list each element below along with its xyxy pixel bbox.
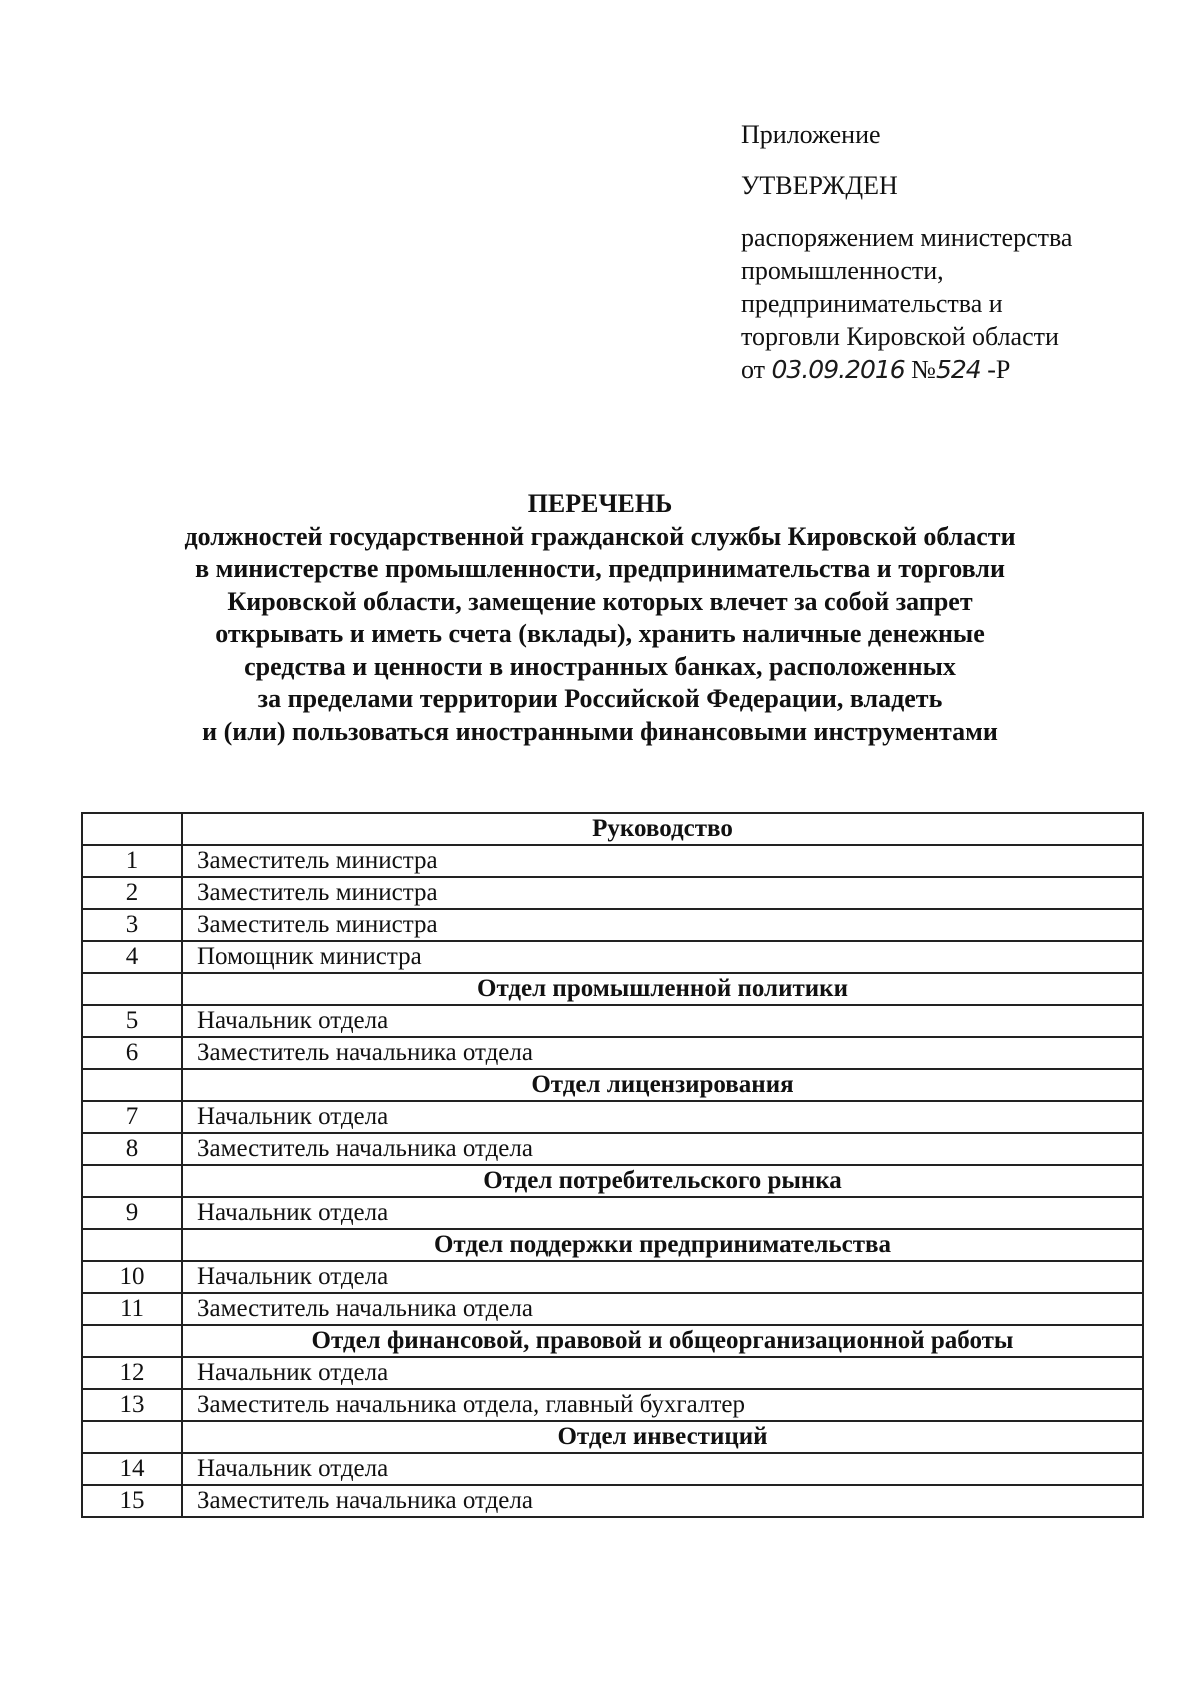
position-name: Заместитель начальника отдела, главный бухгалтер [182,1389,1143,1421]
section-header-row [82,1165,1143,1197]
section-number-cell [82,1325,182,1357]
section-title: Отдел инвестиций [182,1421,1143,1453]
table-row [82,1197,1143,1229]
position-name: Заместитель министра [182,877,1143,909]
title-line-6: за пределами территории Российской Федерации, владеть [257,684,943,713]
approved-by-line-1: распоряжением министерства [741,223,1073,252]
table-row [82,1357,1143,1389]
section-title: Отдел потребительского рынка [182,1165,1143,1197]
table-row [82,1389,1143,1421]
position-name: Начальник отдела [182,1357,1143,1389]
row-number: 2 [82,877,182,909]
position-name: Начальник отдела [182,1101,1143,1133]
section-number-cell [82,1069,182,1101]
position-name: Начальник отдела [182,1197,1143,1229]
table-row [82,877,1143,909]
section-number-cell [82,1229,182,1261]
section-number-cell [82,813,182,845]
number-sign: № [911,355,936,384]
page-footer-edge [0,1678,1200,1684]
title-line-4: открывать и иметь счета (вклады), хранить наличные денежные [215,619,985,648]
table-row [82,941,1143,973]
table-row [82,1005,1143,1037]
table-row [82,1261,1143,1293]
position-name: Заместитель начальника отдела [182,1037,1143,1069]
section-header-row [82,813,1143,845]
section-header-row [82,1229,1143,1261]
table-row [82,1101,1143,1133]
title-line-5: средства и ценности в иностранных банках, расположенных [244,651,956,681]
document-title [60,488,1140,748]
position-name: Начальник отдела [182,1453,1143,1485]
row-number: 15 [82,1485,182,1517]
position-name: Заместитель начальника отдела [182,1293,1143,1325]
handwritten-number: 524 [935,355,981,384]
position-name: Начальник отдела [182,1261,1143,1293]
section-header-row [82,1069,1143,1101]
row-number: 13 [82,1389,182,1421]
approved-by-line-3: предпринимательства и [741,289,1003,318]
row-number: 7 [82,1101,182,1133]
row-number: 6 [82,1037,182,1069]
section-number-cell [82,1421,182,1453]
position-name: Заместитель министра [182,845,1143,877]
title-line-3: Кировской области, замещение которых влечет за собой запрет [227,586,973,616]
positions-table-body [82,813,1143,1517]
row-number: 9 [82,1197,182,1229]
row-number: 5 [82,1005,182,1037]
table-row [82,1485,1143,1517]
section-title: Отдел финансовой, правовой и общеорганизационной работы [182,1325,1143,1357]
position-name: Помощник министра [182,941,1143,973]
table-row [82,1133,1143,1165]
row-number: 10 [82,1261,182,1293]
table-row [82,845,1143,877]
section-title: Отдел лицензирования [182,1069,1143,1101]
row-number: 3 [82,909,182,941]
row-number: 11 [82,1293,182,1325]
row-number: 1 [82,845,182,877]
table-row [82,1293,1143,1325]
approval-block [741,118,1161,386]
position-name: Заместитель начальника отдела [182,1485,1143,1517]
row-number: 4 [82,941,182,973]
section-header-row [82,973,1143,1005]
number-suffix: -Р [987,355,1011,384]
table-row [82,1453,1143,1485]
approved-by-line-2: промышленности, [741,256,944,285]
table-row [82,1037,1143,1069]
section-number-cell [82,1165,182,1197]
section-title: Отдел поддержки предпринимательства [182,1229,1143,1261]
title-line-7: и (или) пользоваться иностранными финансовыми инструментами [202,716,998,746]
title-heading: ПЕРЕЧЕНЬ [527,489,673,518]
handwritten-date: 03.09.2016 [771,355,905,384]
row-number: 14 [82,1453,182,1485]
section-title: Руководство [182,813,1143,845]
order-date-number [741,353,1161,386]
section-number-cell [82,973,182,1005]
appendix-label: Приложение [741,120,881,149]
position-name: Заместитель начальника отдела [182,1133,1143,1165]
from-prefix: от [741,355,766,384]
approved-by-line-4: торговли Кировской области [741,322,1059,351]
row-number: 8 [82,1133,182,1165]
section-title: Отдел промышленной политики [182,973,1143,1005]
section-header-row [82,1421,1143,1453]
position-name: Заместитель министра [182,909,1143,941]
positions-table [81,812,1144,1518]
table-row [82,909,1143,941]
approved-label: УТВЕРЖДЕН [741,171,898,200]
position-name: Начальник отдела [182,1005,1143,1037]
section-header-row [82,1325,1143,1357]
title-line-2: в министерстве промышленности, предпринимательства и торговли [195,554,1005,583]
title-line-1: должностей государственной гражданской службы Кировской области [184,521,1016,551]
row-number: 12 [82,1357,182,1389]
